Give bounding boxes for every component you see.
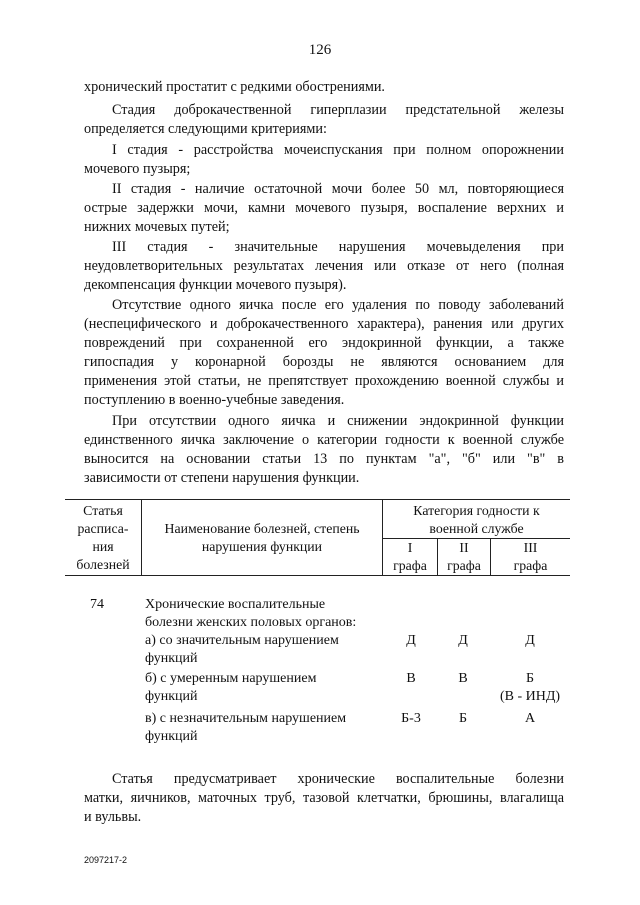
table-row bbox=[0, 710, 640, 750]
header-text: I bbox=[407, 540, 413, 555]
header-text: графа bbox=[447, 558, 481, 573]
footer-code: 2097217-2 bbox=[84, 855, 128, 865]
text-line: I стадия - расстройства мочеиспускания при полном опорожнении bbox=[112, 142, 564, 158]
text-line: зависимости от степени нарушения функции. bbox=[84, 470, 360, 486]
cell-text: функций bbox=[145, 689, 198, 704]
cell-text: Д bbox=[525, 633, 535, 648]
text-line: При отсутствии одного яичка и снижении эндокринной функции bbox=[112, 413, 564, 429]
text-line: определяется следующими критериями: bbox=[84, 121, 327, 137]
header-text: нарушения функции bbox=[201, 539, 323, 554]
text-line: II стадия - наличие остаточной мочи более 50 мл, повторяющиеся bbox=[112, 181, 564, 197]
category-column-3 bbox=[489, 670, 571, 706]
cell-text: а) со значительным нарушением bbox=[145, 633, 339, 648]
header-text: III bbox=[523, 540, 538, 555]
header-column-3 bbox=[491, 539, 571, 576]
article-number: 74 bbox=[90, 597, 104, 612]
text-line: неудовлетворительных результатах лечения или отказе от него (полная bbox=[84, 258, 564, 274]
cell-text: А bbox=[524, 711, 536, 726]
disease-title bbox=[145, 596, 375, 632]
header-text: Категория годности к bbox=[413, 503, 540, 518]
text-line: (неспецифического и доброкачественного характера), ранения или других bbox=[84, 316, 564, 332]
header-text: расписа- bbox=[77, 521, 129, 536]
paragraph-3 bbox=[84, 141, 564, 179]
cell-text: Б bbox=[525, 671, 535, 686]
category-column-1: Б-3 bbox=[401, 711, 421, 726]
text-line: Отсутствие одного яичка после его удаления по поводу заболеваний bbox=[112, 297, 564, 313]
text-line: декомпенсация функции мочевого пузыря). bbox=[84, 277, 347, 293]
paragraph-4 bbox=[84, 180, 564, 237]
paragraph-6 bbox=[84, 296, 564, 410]
text-line: единственного яичка заключение о категории годности к военной службе bbox=[84, 432, 564, 448]
text-line: Стадия доброкачественной гиперплазии предстательной железы bbox=[112, 102, 564, 118]
disease-table-header bbox=[65, 499, 570, 576]
text-line: хронический простатит с редкими обострениями. bbox=[84, 79, 385, 95]
text-line: выносится на основании статьи 13 по пунктам "а", "б" или "в" в bbox=[84, 451, 564, 467]
table-row bbox=[0, 632, 640, 672]
row-description bbox=[145, 632, 375, 668]
text-line: острые задержки мочи, камни мочевого пузыря, воспаление верхних и bbox=[84, 200, 564, 216]
text-line: мочевого пузыря; bbox=[84, 161, 191, 177]
category-column-1: В bbox=[406, 671, 416, 686]
text-line: повреждений при сохраненной его эндокринной функции, а также bbox=[84, 335, 564, 351]
header-disease-name bbox=[142, 500, 383, 576]
category-column-2: Д bbox=[458, 633, 468, 648]
header-text: Наименование болезней, степень bbox=[164, 521, 360, 536]
paragraph-8 bbox=[84, 770, 564, 827]
header-text: военной службе bbox=[429, 521, 524, 536]
header-text: II bbox=[459, 540, 469, 555]
text-line: матки, яичников, маточных труб, тазовой клетчатки, брюшины, влагалища bbox=[84, 790, 564, 806]
text-line: и вульвы. bbox=[84, 809, 142, 825]
text-line: III стадия - значительные нарушения мочевыделения при bbox=[112, 239, 564, 255]
table-row bbox=[0, 670, 640, 710]
text-line: гипоспадия у коронарной борозды не являются основанием для bbox=[84, 354, 564, 370]
header-text: графа bbox=[393, 558, 427, 573]
paragraph-7 bbox=[84, 412, 564, 488]
row-description bbox=[145, 710, 375, 746]
text-line: Статья предусматривает хронические воспалительные болезни bbox=[112, 771, 564, 787]
category-column-2: Б bbox=[458, 711, 468, 726]
row-description bbox=[145, 670, 375, 706]
header-category bbox=[383, 500, 571, 539]
cell-text: функций bbox=[145, 651, 198, 666]
cell-text: функций bbox=[145, 729, 198, 744]
header-text: ния bbox=[92, 539, 114, 554]
text-line: нижних мочевых путей; bbox=[84, 219, 230, 235]
category-column-2: В bbox=[458, 671, 468, 686]
paragraph-2 bbox=[84, 101, 564, 139]
header-text: Статья bbox=[83, 503, 123, 518]
cell-text: болезни женских половых органов: bbox=[145, 615, 357, 630]
page-number: 126 bbox=[308, 42, 332, 58]
text-line: применения этой статьи, не препятствует прохождению военной службы и bbox=[84, 373, 564, 389]
header-text: графа bbox=[513, 558, 548, 573]
cell-text: (В - ИНД) bbox=[499, 689, 561, 704]
category-column-1: Д bbox=[406, 633, 416, 648]
cell-text: Хронические воспалительные bbox=[145, 597, 326, 612]
cell-text: в) с незначительным нарушением bbox=[145, 711, 347, 726]
header-text: болезней bbox=[76, 557, 130, 572]
text-line: поступлению в военно-учебные заведения. bbox=[84, 392, 345, 408]
header-column-1 bbox=[383, 539, 438, 576]
category-column-3 bbox=[489, 710, 571, 728]
cell-text: б) с умеренным нарушением bbox=[145, 671, 317, 686]
header-article bbox=[65, 500, 142, 576]
table-row-title bbox=[0, 596, 640, 636]
category-column-3 bbox=[489, 632, 571, 650]
header-column-2 bbox=[438, 539, 491, 576]
paragraph-5 bbox=[84, 238, 564, 295]
paragraph-1 bbox=[84, 78, 564, 97]
